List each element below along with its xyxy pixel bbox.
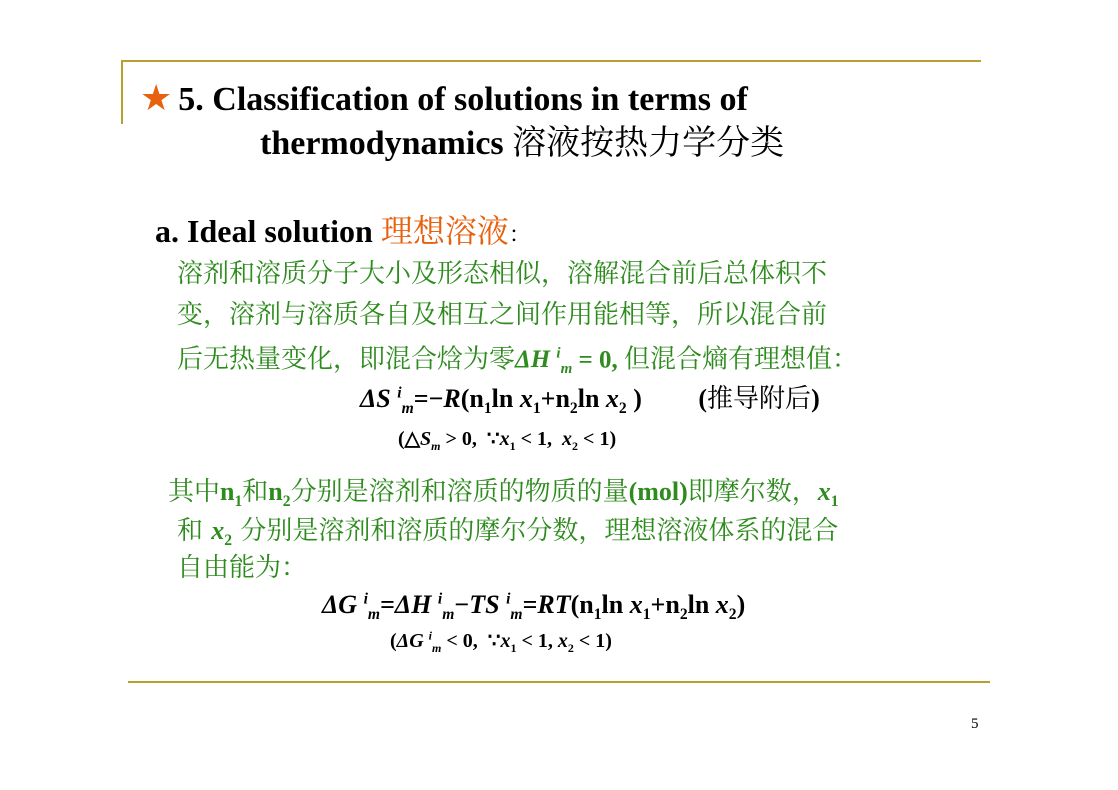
frame-bottom-line bbox=[128, 681, 990, 683]
title-line1: 5. Classification of solutions in terms of bbox=[178, 81, 748, 118]
section-heading: a. Ideal solution 理想溶液： bbox=[155, 212, 531, 250]
para1-line1: 溶剂和溶质分子大小及形态相似，溶解混合前后总体积不 bbox=[177, 259, 828, 289]
frame-left-line bbox=[121, 60, 123, 124]
star-icon: ★ bbox=[140, 78, 173, 119]
gibbs-formula: ΔG $^i_m$=ΔH $^i_m$−TS $^i_m=RT(n_1\ln$ $x_1+n_2\ln$ $x_2$) bbox=[322, 590, 746, 624]
para2-line2: 和 $x_2$ 分别是溶剂和溶质的摩尔分数，理想溶液体系的混合 bbox=[177, 516, 839, 550]
title-line2: thermodynamics 溶液按热力学分类 bbox=[260, 123, 785, 163]
para2-line3: 自由能为： bbox=[177, 553, 308, 583]
entropy-formula: ΔS $^i_m=-R(n_1\ln$ $x_1+n_2\ln$ $x_2$ ) (推导附后) bbox=[360, 384, 820, 418]
para1-line2: 变，溶剂与溶质各自及相互之间作用能相等，所以混合前 bbox=[177, 300, 828, 330]
page-number: 5 bbox=[971, 716, 979, 732]
gibbs-condition: (ΔG $^i_m$ < 0, $\because x_1 < 1$, $x_2 < 1$) bbox=[390, 628, 612, 655]
para2-line1: 其中$n_1$和$n_2$分别是溶剂和溶质的物质的量(mol)即摩尔数，$x_1$ bbox=[168, 477, 839, 511]
slide-title bbox=[140, 78, 785, 163]
para1-line3: 后无热量变化，即混合焓为零ΔH $^i_m$ = 0, 但混合熵有理想值： bbox=[177, 344, 858, 378]
frame-top-line bbox=[121, 60, 981, 62]
entropy-condition: ($\triangle S_m > 0$, $\because x_1 < 1$, $x_2 < 1$) bbox=[398, 428, 617, 453]
